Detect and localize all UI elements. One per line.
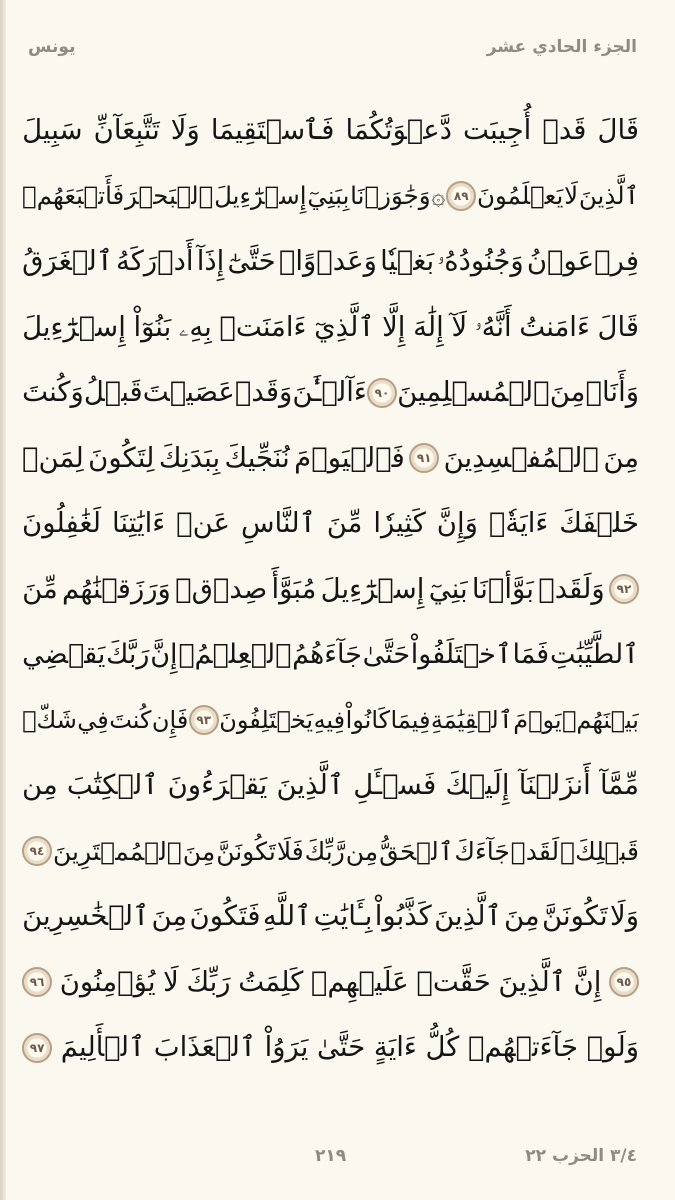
verse-word: إِلَّا [382, 310, 406, 343]
verse-word: ءَايَٰتِنَا [112, 507, 166, 539]
verse-word: جَآءَتۡهُمۡ [468, 1031, 578, 1063]
verse-word: دَّعۡوَتُكُمَا [345, 114, 452, 146]
verse-word: بِبَدَنِكَ [158, 441, 221, 474]
verse-line [22, 491, 639, 557]
verse-word: وَلَا [610, 900, 639, 932]
verse-word: ءَامَنَتۡ [219, 310, 307, 343]
verse-word: ٱلۡكِتَٰبَ [66, 769, 159, 801]
verse-word: أُجِيبَت [463, 114, 532, 146]
verse-line [22, 688, 639, 754]
verse-word: لَغَٰفِلُونَ [22, 507, 102, 539]
verse-word: إِذَآ [196, 245, 225, 277]
ayah-marker-icon: ٨٩ [446, 181, 476, 211]
verse-word: كَذَّبُواْ [374, 900, 432, 932]
surah-name: يونس [28, 37, 76, 57]
verse-word: بَوَّأۡنَا [471, 572, 534, 605]
verse-word: يَعۡلَمُونَ [477, 181, 564, 210]
verse-word: بَيۡنَهُمۡ [561, 706, 639, 735]
verse-word: سَبِيلَ [22, 114, 83, 146]
verse-word: يُؤۡمِنُونَ [59, 965, 156, 998]
verse-line [22, 98, 639, 164]
verse-word: أَدۡرَكَهُ [116, 245, 194, 277]
verse-word: مِن [345, 836, 379, 866]
verse-word: ٱلطَّيِّبَٰتِ [549, 639, 639, 671]
verse-line [22, 360, 639, 426]
verse-line [22, 229, 639, 295]
verse-word: مِنَ [504, 900, 540, 932]
verse-word: وَكُنتَ [22, 376, 84, 408]
verse-word: مِنَ [151, 900, 188, 932]
verse-word: إِلَٰهَ [413, 310, 444, 343]
verse-word: وَأَنَا۠ [585, 376, 639, 408]
verse-word: وَلَقَدۡ [538, 572, 605, 605]
verse-word: فَٱلۡيَوۡمَ [294, 441, 405, 474]
verse-word: وَجُنُودُهُۥ [437, 245, 524, 277]
verse-word: وَلَا [170, 114, 200, 146]
verse-word: حَتَّىٰٓ [227, 245, 276, 277]
ayah-marker-icon: ٩٤ [22, 836, 52, 866]
verse-word: قَالَ [597, 310, 639, 343]
verse-word: لَقَدۡ [510, 836, 560, 866]
verse-word: لِمَنۡ [22, 441, 84, 474]
verse-word: يَرَوُاْ [264, 1031, 309, 1063]
verse-word: ٱلَّذِيٓ [314, 310, 375, 343]
verse-word: إِنَّ [150, 639, 178, 671]
verse-word: فِي [77, 706, 109, 735]
ayah-marker-icon: ٩٠ [367, 378, 397, 408]
page-header [28, 30, 637, 64]
verse-word: تَتَّبِعَآنِّ [93, 114, 160, 146]
verse-word: ٱلۡحَقُّ [379, 836, 454, 866]
verse-word: يَقۡضِي [22, 639, 106, 671]
verse-word: ٱلۡبَحۡرَ [125, 181, 214, 210]
ayah-marker-icon: ٩٣ [189, 705, 219, 735]
verse-word: ٱلۡعَذَابَ [153, 1031, 256, 1063]
verse-word: خَلۡفَكَ [559, 507, 639, 539]
ayah-marker-icon: ٩١ [409, 443, 439, 473]
verse-word: صِدۡقٖ [175, 572, 268, 605]
verse-word: ٱلۡأَلِيمَ [60, 1031, 146, 1063]
verse-word: ٱلَّذِينَ [498, 965, 566, 998]
page-number: ٢١٩ [315, 1146, 347, 1166]
verse-line [22, 753, 639, 819]
verse-word: لَآ [451, 310, 468, 343]
verse-word: لَا [163, 965, 179, 998]
ayah-marker-icon: ٩٢ [609, 574, 639, 604]
verse-word: فَأَتۡبَعَهُمۡ [22, 181, 125, 210]
verse-word: مِّنَ [326, 507, 363, 539]
verse-word: ٱلۡخَٰسِرِينَ [22, 900, 150, 932]
verse-line [22, 426, 639, 492]
verse-word: ٱلنَّاسِ [240, 507, 316, 539]
verse-word: مِّمَّآ [599, 769, 639, 801]
verse-word: مِّنَ [22, 572, 58, 605]
verse-word: أَنزَلۡنَآ [518, 769, 591, 801]
verse-word: بَغۡيٗا [380, 245, 435, 277]
verse-line [22, 950, 639, 1016]
verse-word: ٱلۡمُفۡسِدِينَ [443, 441, 599, 474]
verse-word: إِسۡرَٰٓءِيلَ [320, 572, 425, 605]
verse-word: وَلَوۡ [586, 1031, 639, 1063]
verse-word: وَعَدۡوًاۖ [278, 245, 377, 277]
verse-word: ٱلَّذِينَ [578, 181, 639, 210]
verse-word: ٱللَّهِ [262, 900, 312, 932]
verse-word: نُنَجِّيكَ [224, 441, 290, 474]
verse-word: ٱلۡغَرَقُ [22, 245, 113, 277]
rub-el-hizb-icon: ۞ [431, 182, 446, 211]
verse-word: أَنَّهُۥ [474, 310, 512, 343]
verse-word: يَخۡتَلِفُونَ [219, 706, 314, 735]
verse-word: بَنُوٓاْ [133, 310, 172, 343]
verse-word: جَآءَكَ [454, 836, 510, 866]
verse-word: رَّبِّكَ [304, 836, 345, 866]
verse-word: فِيمَا [390, 706, 431, 735]
verse-word: إِسۡرَٰٓءِيلَ [214, 181, 307, 210]
verse-word: ءَايَةٍ [373, 1031, 417, 1063]
verse-word: وَقَدۡ [234, 376, 293, 408]
verse-line [22, 819, 639, 885]
verse-word: رَبَّكَ [106, 639, 150, 671]
verse-word: فَتَكُونَ [189, 900, 261, 932]
verse-word: ءَامَنتُ [519, 310, 590, 343]
verse-word: فَٱسۡتَقِيمَا [210, 114, 335, 146]
verse-word: قَبۡلِكَۚ [560, 836, 639, 866]
verse-lines [22, 98, 639, 1081]
verse-word: ءَايَةٗۚ [488, 507, 549, 539]
verse-word: لَا [564, 181, 579, 210]
juz-label: الجزء الحادي عشر [486, 37, 637, 57]
verse-word: شَكّٖ [22, 706, 77, 735]
verse-word: عَصَيۡتَ [142, 376, 235, 408]
verse-word: فَسۡـَٔلِ [353, 769, 437, 801]
verse-word: ٱلۡمُمۡتَرِينَ [52, 836, 182, 866]
verse-word: كَثِيرٗا [373, 507, 426, 539]
verse-word: ٱلۡقِيَٰمَةِ [430, 706, 513, 735]
verse-word: فِيهِ [313, 706, 346, 735]
verse-word: ءَآلۡـَٰٔنَ [292, 376, 367, 408]
verse-word: كَانُواْ [345, 706, 391, 735]
verse-word: إِلَيۡكَ [445, 769, 510, 801]
verse-word: إِنَّ [573, 965, 602, 998]
verse-word: يَقۡرَءُونَ [167, 769, 268, 801]
verse-line [22, 1015, 639, 1081]
verse-word: إِسۡرَٰٓءِيلَ [22, 310, 126, 343]
verse-word: بَنِيٓ [428, 572, 468, 605]
verse-word: قَدۡ [542, 114, 587, 146]
verse-word: مُبَوَّأَ [271, 572, 317, 605]
verse-line [22, 884, 639, 950]
verse-word: كَلِمَتُ [238, 965, 304, 998]
verse-line [22, 622, 639, 688]
left-page-edge-shadow [0, 0, 6, 1200]
verse-word: فَلَا [276, 836, 304, 866]
hizb-label: ٣/٤ الحزب ٢٢ [525, 1146, 637, 1166]
verse-word: عَنۡ [176, 507, 231, 539]
verse-word: ٱلَّذِينَ [434, 900, 502, 932]
verse-word: كُنتَ [109, 706, 152, 735]
verse-word: وَرَزَقۡنَٰهُم [62, 572, 171, 605]
verse-word: مِنَ [182, 836, 216, 866]
verse-word: فِرۡعَوۡنُ [526, 245, 639, 277]
verse-word: قَالَ [597, 114, 639, 146]
verse-line [22, 164, 639, 230]
verse-word: ٱخۡتَلَفُواْ [410, 639, 512, 671]
verse-line [22, 295, 639, 361]
verse-word: فَمَا [512, 639, 550, 671]
verse-word: فَإِن [151, 706, 189, 735]
verse-word: بِهِۦ [178, 310, 212, 343]
verse-word: يَوۡمَ [513, 706, 562, 735]
verse-word: تَكُونَنَّ [542, 900, 608, 932]
verse-word: كُلُّ [425, 1031, 460, 1063]
verse-word: لِتَكُونَ [88, 441, 155, 474]
verse-word: بِبَنِيٓ [307, 181, 350, 210]
verse-word: مِنَ [603, 441, 639, 474]
verse-word: ٱلۡعِلۡمُۚ [178, 639, 292, 671]
ayah-marker-icon: ٩٦ [22, 967, 52, 997]
verse-line [22, 557, 639, 623]
verse-word: رَبِّكَ [186, 965, 231, 998]
verse-word: وَجَٰوَزۡنَا [350, 181, 431, 210]
verse-word: عَلَيۡهِمۡ [310, 965, 409, 998]
verse-word: مِن [22, 769, 58, 801]
verse-word: وَإِنَّ [436, 507, 478, 539]
verse-word: ٱلَّذِينَ [276, 769, 344, 801]
verse-word: حَتَّىٰ [316, 1031, 366, 1063]
verse-word: تَكُونَنَّ [216, 836, 276, 866]
verse-word: بِـَٔايَٰتِ [313, 900, 373, 932]
verse-word: حَقَّتۡ [416, 965, 491, 998]
verse-word: مِنَ [549, 376, 586, 408]
ayah-marker-icon: ٩٧ [22, 1033, 52, 1063]
verse-word: قَبۡلُ [83, 376, 143, 408]
ayah-marker-icon: ٩٥ [609, 967, 639, 997]
verse-word: جَآءَهُمُ [292, 639, 362, 671]
verse-word: ٱلۡمُسۡلِمِينَ [397, 376, 550, 408]
verse-word: حَتَّىٰ [362, 639, 411, 671]
page-footer [315, 1143, 637, 1169]
